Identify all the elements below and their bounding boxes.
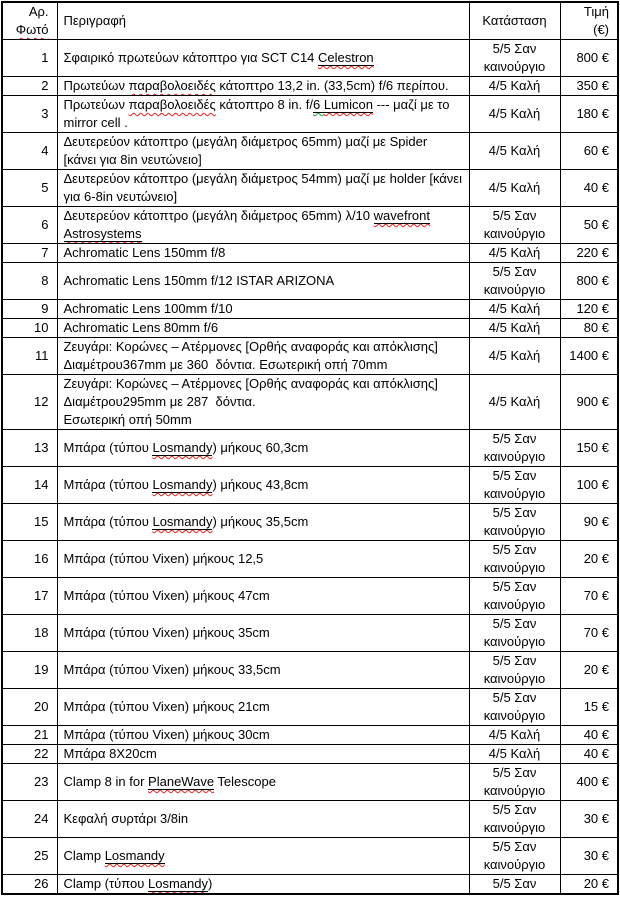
header-photo-line1: Αρ.: [28, 4, 49, 19]
header-price-line1: Τιμή: [583, 4, 609, 19]
description-text: Clamp: [63, 848, 105, 863]
table-row: [2, 338, 618, 375]
condition-cell: 5/5 Σαν καινούργιο: [469, 578, 560, 615]
table-row: [2, 838, 618, 875]
description-marked-word: παραβολοειδές: [128, 78, 216, 93]
condition-cell: 5/5 Σαν καινούργιο: [469, 40, 560, 77]
photo-number-cell: 15: [2, 504, 57, 541]
column-header-photo-number: [2, 2, 57, 40]
table-row: [2, 40, 618, 77]
table-row: [2, 504, 618, 541]
table-row: [2, 263, 618, 300]
price-cell: 800 €: [560, 263, 618, 300]
description-cell: [57, 578, 469, 615]
photo-number-cell: 17: [2, 578, 57, 615]
column-header-condition: Κατάσταση: [469, 2, 560, 40]
description-cell: [57, 838, 469, 875]
price-cell: 180 €: [560, 96, 618, 133]
photo-number-cell: 23: [2, 764, 57, 801]
table-row: [2, 652, 618, 689]
description-cell: [57, 875, 469, 895]
description-text: ): [207, 876, 213, 891]
description-cell: [57, 652, 469, 689]
description-text: Πρωτεύων: [63, 78, 129, 93]
description-text: Achromatic Lens 80mm f/6: [63, 320, 219, 335]
condition-cell: 5/5 Σαν καινούργιο: [469, 652, 560, 689]
photo-number-cell: 14: [2, 467, 57, 504]
table-row: [2, 170, 618, 207]
description-marked-word: παραβολοειδές: [128, 97, 216, 112]
photo-number-cell: 20: [2, 689, 57, 726]
condition-cell: 4/5 Καλή: [469, 745, 560, 764]
description-cell: [57, 96, 469, 133]
condition-cell: 5/5 Σαν καινούργιο: [469, 541, 560, 578]
condition-cell: 5/5 Σαν καινούργιο: [469, 504, 560, 541]
description-cell: [57, 430, 469, 467]
condition-cell: 4/5 Καλή: [469, 726, 560, 745]
photo-number-cell: 21: [2, 726, 57, 745]
table-row: [2, 801, 618, 838]
description-cell: [57, 467, 469, 504]
photo-number-cell: 3: [2, 96, 57, 133]
condition-cell: 4/5 Καλή: [469, 77, 560, 96]
price-cell: 120 €: [560, 300, 618, 319]
table-row: [2, 764, 618, 801]
description-text: ) μήκους 35,5cm: [212, 514, 309, 529]
condition-cell: 4/5 Καλή: [469, 300, 560, 319]
price-cell: 220 €: [560, 244, 618, 263]
description-cell: [57, 338, 469, 375]
description-cell: [57, 170, 469, 207]
condition-cell: 5/5 Σαν καινούργιο: [469, 615, 560, 652]
description-cell: [57, 77, 469, 96]
price-cell: 900 €: [560, 375, 618, 430]
description-marked-word: PlaneWave: [148, 774, 215, 789]
description-cell: [57, 541, 469, 578]
photo-number-cell: 16: [2, 541, 57, 578]
price-cell: 90 €: [560, 504, 618, 541]
description-cell: [57, 764, 469, 801]
description-cell: [57, 319, 469, 338]
condition-cell: 5/5 Σαν καινούργιο: [469, 207, 560, 244]
price-cell: 50 €: [560, 207, 618, 244]
description-text: [430, 208, 433, 223]
description-text: Achromatic Lens 150mm f/12 ISTAR ARIZONA: [63, 273, 335, 288]
price-cell: 400 €: [560, 764, 618, 801]
description-text: Μπάρα 8X20cm: [63, 746, 157, 761]
table-row: [2, 615, 618, 652]
table-row: [2, 319, 618, 338]
condition-cell: 4/5 Καλή: [469, 170, 560, 207]
description-text: Δευτερεύον κάτοπτρο (μεγάλη διάμετρος 65mm) λ/10: [63, 208, 374, 223]
condition-cell: 5/5 Σαν καινούργιο: [469, 838, 560, 875]
table-row: [2, 96, 618, 133]
column-header-description: Περιγραφή: [57, 2, 469, 40]
description-text: Μπάρα (τύπου Vixen) μήκους 33,5cm: [63, 662, 281, 677]
description-marked-word: Losmandy: [104, 848, 165, 863]
price-cell: 20 €: [560, 541, 618, 578]
description-text: Μπάρα (τύπου Vixen) μήκους 12,5: [63, 551, 264, 566]
description-cell: [57, 244, 469, 263]
description-marked-word: Losmandy: [148, 876, 208, 891]
condition-cell: 4/5 Καλή: [469, 338, 560, 375]
photo-number-cell: 1: [2, 40, 57, 77]
description-cell: [57, 689, 469, 726]
description-text: Clamp 8 in for: [63, 774, 149, 789]
condition-cell: 5/5 Σαν καινούργιο: [469, 689, 560, 726]
header-price-line2: (€): [593, 22, 609, 37]
description-text: Clamp (τύπου: [63, 876, 148, 891]
table-row: [2, 300, 618, 319]
description-text: Μπάρα (τύπου: [63, 477, 153, 492]
description-marked-word: wavefront: [373, 208, 431, 223]
table-body: [2, 40, 618, 895]
description-text: Achromatic Lens 100mm f/10: [63, 301, 233, 316]
photo-number-cell: 8: [2, 263, 57, 300]
price-cell: 800 €: [560, 40, 618, 77]
description-text: ) μήκους 60,3cm: [212, 440, 309, 455]
photo-number-cell: 6: [2, 207, 57, 244]
description-text: Κεφαλή συρτάρι 3/8in: [63, 811, 189, 826]
description-text: Μπάρα (τύπου Vixen) μήκους 21cm: [63, 699, 270, 714]
price-cell: 70 €: [560, 615, 618, 652]
price-cell: 20 €: [560, 875, 618, 895]
table-row: [2, 375, 618, 430]
table-row: [2, 541, 618, 578]
description-text: Μπάρα (τύπου Vixen) μήκους 30cm: [63, 727, 270, 742]
condition-cell: 5/5 Σαν καινούργιο: [469, 764, 560, 801]
condition-cell: 5/5 Σαν καινούργιο: [469, 801, 560, 838]
description-text: Achromatic Lens 150mm f/8: [63, 245, 226, 260]
condition-cell: 4/5 Καλή: [469, 375, 560, 430]
price-cell: 15 €: [560, 689, 618, 726]
photo-number-cell: 2: [2, 77, 57, 96]
photo-number-cell: 26: [2, 875, 57, 895]
table-row: [2, 467, 618, 504]
photo-number-cell: 12: [2, 375, 57, 430]
photo-number-cell: 18: [2, 615, 57, 652]
photo-number-cell: 24: [2, 801, 57, 838]
description-cell: [57, 801, 469, 838]
photo-number-cell: 25: [2, 838, 57, 875]
description-marked-word: Losmandy: [152, 477, 213, 492]
header-photo-line2: Φωτό: [15, 22, 49, 37]
price-cell: 30 €: [560, 801, 618, 838]
description-marked-word: 6: [312, 97, 324, 112]
description-text: Δευτερεύον κάτοπτρο (μεγάλη διάμετρος 54mm) μαζί με holder [κάνει για 6-8in νευτώνειο]: [63, 171, 466, 204]
price-cell: 40 €: [560, 170, 618, 207]
description-marked-word: Astrosystems: [63, 226, 142, 241]
condition-cell: 4/5 Καλή: [469, 133, 560, 170]
price-cell: 30 €: [560, 838, 618, 875]
description-text: Μπάρα (τύπου: [63, 514, 153, 529]
description-text: ) μήκους 43,8cm: [212, 477, 309, 492]
description-text: Telescope: [214, 774, 276, 789]
description-marked-word: Celestron: [318, 50, 374, 65]
photo-number-cell: 13: [2, 430, 57, 467]
header-row: [2, 2, 618, 40]
price-cell: 40 €: [560, 745, 618, 764]
description-cell: [57, 300, 469, 319]
table-row: [2, 578, 618, 615]
table-row: [2, 77, 618, 96]
description-cell: [57, 40, 469, 77]
price-cell: 350 €: [560, 77, 618, 96]
table-row: [2, 430, 618, 467]
table-row: [2, 745, 618, 764]
table-row: [2, 133, 618, 170]
description-marked-word: Lumicon: [323, 97, 373, 112]
photo-number-cell: 9: [2, 300, 57, 319]
description-text: Πρωτεύων: [63, 97, 129, 112]
description-text: Δευτερεύον κάτοπτρο (μεγάλη διάμετρος 65mm) μαζί με Spider [κάνει για 8in νευτώνειο]: [63, 134, 431, 167]
table-row: [2, 207, 618, 244]
price-cell: 20 €: [560, 652, 618, 689]
condition-cell: 4/5 Καλή: [469, 96, 560, 133]
description-cell: [57, 263, 469, 300]
table-row: [2, 689, 618, 726]
column-header-price: [560, 2, 618, 40]
description-text: Εσωτερική οπή 50mm: [63, 412, 192, 427]
description-marked-word: Losmandy: [152, 440, 213, 455]
description-cell: [57, 745, 469, 764]
description-cell: [57, 504, 469, 541]
description-text: Μπάρα (τύπου Vixen) μήκους 47cm: [63, 588, 270, 603]
condition-cell: 5/5 Σαν: [469, 875, 560, 895]
description-text: Ζευγάρι: Κορώνες – Ατέρμονες [Ορθής αναφοράς και απόκλισης] Διαμέτρου367mm με 360 δόντια. Εσωτερική οπή 70mm: [63, 339, 441, 372]
description-text: κάτοπτρο 13,2 in. (33,5cm) f/6 περίπου.: [215, 78, 449, 93]
condition-cell: 4/5 Καλή: [469, 244, 560, 263]
description-cell: [57, 207, 469, 244]
table-row: [2, 875, 618, 895]
photo-number-cell: 7: [2, 244, 57, 263]
description-text: Ζευγάρι: Κορώνες – Ατέρμονες [Ορθής αναφοράς και απόκλισης] Διαμέτρου295mm με 287 δόντια.: [63, 376, 441, 409]
photo-number-cell: 19: [2, 652, 57, 689]
photo-number-cell: 5: [2, 170, 57, 207]
description-text: --- μαζί με το mirror cell .: [63, 97, 454, 130]
price-cell: 100 €: [560, 467, 618, 504]
description-cell: [57, 375, 469, 430]
description-cell: [57, 133, 469, 170]
price-cell: 80 €: [560, 319, 618, 338]
price-cell: 60 €: [560, 133, 618, 170]
condition-cell: 5/5 Σαν καινούργιο: [469, 430, 560, 467]
photo-number-cell: 11: [2, 338, 57, 375]
price-cell: 70 €: [560, 578, 618, 615]
description-text: κάτοπτρο 8 in. f/: [215, 97, 313, 112]
photo-number-cell: 10: [2, 319, 57, 338]
table-row: [2, 726, 618, 745]
condition-cell: 4/5 Καλή: [469, 319, 560, 338]
condition-cell: 5/5 Σαν καινούργιο: [469, 263, 560, 300]
condition-cell: 5/5 Σαν καινούργιο: [469, 467, 560, 504]
description-text: Μπάρα (τύπου: [63, 440, 153, 455]
description-marked-word: Losmandy: [152, 514, 213, 529]
description-text: Σφαιρικό πρωτεύων κάτοπτρο για SCT C14: [63, 50, 319, 65]
inventory-table: [1, 1, 619, 895]
description-cell: [57, 726, 469, 745]
price-cell: 150 €: [560, 430, 618, 467]
photo-number-cell: 22: [2, 745, 57, 764]
price-cell: 40 €: [560, 726, 618, 745]
table-row: [2, 244, 618, 263]
description-cell: [57, 615, 469, 652]
price-cell: 1400 €: [560, 338, 618, 375]
description-text: Μπάρα (τύπου Vixen) μήκους 35cm: [63, 625, 270, 640]
photo-number-cell: 4: [2, 133, 57, 170]
